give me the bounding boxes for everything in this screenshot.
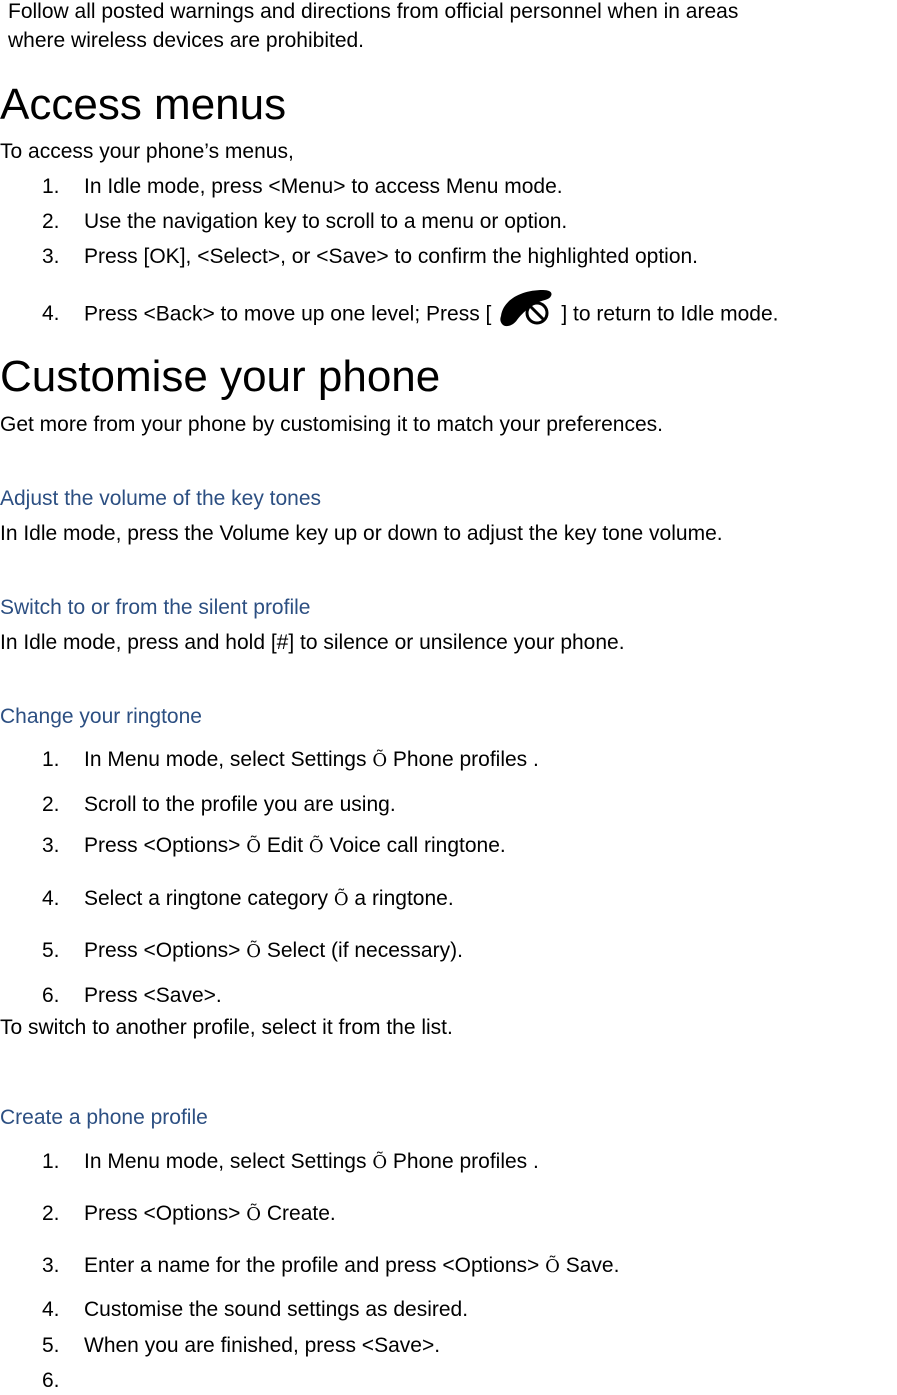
create-step-3-number: 3.: [42, 1254, 60, 1277]
volume-subheading: Adjust the volume of the key tones: [0, 487, 322, 510]
ringtone-step-4-text-a: Select a ringtone category: [84, 887, 334, 910]
ringtone-step-3-text-c: Voice call ringtone.: [323, 834, 506, 857]
arrow-icon: Õ: [308, 836, 324, 857]
arrow-icon: Õ: [246, 941, 262, 962]
access-step-2: Use the navigation key to scroll to a menu or option.: [84, 210, 568, 233]
ringtone-step-2: Scroll to the profile you are using.: [84, 793, 396, 816]
ringtone-step-4-text-b: a ringtone.: [348, 887, 454, 910]
create-step-3-text-a: Enter a name for the profile and press <Options>: [84, 1254, 546, 1277]
arrow-icon: Õ: [372, 1152, 388, 1173]
create-step-1-text-a: In Menu mode, select Settings: [84, 1150, 373, 1173]
ringtone-step-3-number: 3.: [42, 834, 60, 857]
create-step-4-number: 4.: [42, 1298, 60, 1321]
create-step-3: [84, 1252, 619, 1281]
create-profile-subheading: Create a phone profile: [0, 1106, 208, 1129]
create-step-2-text-a: Press <Options>: [84, 1202, 247, 1225]
create-step-3-text-b: Save.: [559, 1254, 620, 1277]
customise-intro: Get more from your phone by customising it to match your preferences.: [0, 413, 663, 436]
create-step-2-text-b: Create.: [261, 1202, 336, 1225]
arrow-icon: Õ: [246, 1204, 262, 1225]
create-step-2-number: 2.: [42, 1202, 60, 1225]
arrow-icon: Õ: [246, 836, 262, 857]
access-intro: To access your phone’s menus,: [0, 140, 294, 163]
arrow-icon: Õ: [545, 1256, 560, 1277]
ringtone-step-4: [84, 885, 454, 914]
ringtone-step-1-text-a: In Menu mode, select Settings: [84, 748, 373, 771]
ringtone-step-3: [84, 832, 506, 861]
create-step-6-number: 6.: [42, 1369, 60, 1392]
access-step-1: In Idle mode, press <Menu> to access Menu mode.: [84, 175, 563, 198]
create-step-2: [84, 1200, 336, 1229]
ringtone-step-6-number: 6.: [42, 984, 60, 1007]
access-menus-heading: Access menus: [0, 80, 287, 129]
access-step-4-pre: Press <Back> to move up one level; Press [: [84, 302, 492, 326]
arrow-icon: Õ: [372, 750, 388, 771]
ringtone-subheading: Change your ringtone: [0, 705, 202, 728]
create-step-5-number: 5.: [42, 1334, 60, 1357]
access-step-4: [84, 300, 779, 330]
arrow-icon: Õ: [333, 889, 349, 910]
customise-heading: Customise your phone: [0, 352, 441, 401]
warning-line-1: Follow all posted warnings and directions from official personnel when in areas: [8, 0, 739, 23]
ringtone-note: To switch to another profile, select it from the list.: [0, 1016, 453, 1039]
ringtone-step-4-number: 4.: [42, 887, 60, 910]
access-step-1-number: 1.: [42, 175, 60, 198]
silent-subheading: Switch to or from the silent profile: [0, 596, 311, 619]
ringtone-step-1: [84, 746, 539, 775]
ringtone-step-5-number: 5.: [42, 939, 60, 962]
volume-text: In Idle mode, press the Volume key up or down to adjust the key tone volume.: [0, 522, 723, 545]
ringtone-step-5: [84, 937, 463, 966]
access-step-3: Press [OK], <Select>, or <Save> to confirm the highlighted option.: [84, 245, 699, 268]
silent-text: In Idle mode, press and hold [#] to silence or unsilence your phone.: [0, 631, 625, 654]
access-step-4-number: 4.: [42, 302, 60, 325]
warning-line-2: where wireless devices are prohibited.: [8, 29, 365, 52]
create-step-5: When you are finished, press <Save>.: [84, 1334, 441, 1357]
ringtone-step-1-text-b: Phone profiles .: [387, 748, 539, 771]
access-step-2-number: 2.: [42, 210, 60, 233]
ringtone-step-5-text-b: Select (if necessary).: [261, 939, 463, 962]
end-call-key-icon: [493, 286, 559, 330]
ringtone-step-2-number: 2.: [42, 793, 60, 816]
ringtone-step-3-text-a: Press <Options>: [84, 834, 247, 857]
ringtone-step-6: Press <Save>.: [84, 984, 222, 1007]
create-step-1-text-b: Phone profiles .: [387, 1150, 539, 1173]
create-step-1: [84, 1148, 539, 1177]
ringtone-step-5-text-a: Press <Options>: [84, 939, 247, 962]
ringtone-step-3-text-b: Edit: [261, 834, 309, 857]
ringtone-step-1-number: 1.: [42, 748, 60, 771]
access-step-3-number: 3.: [42, 245, 60, 268]
create-step-4: Customise the sound settings as desired.: [84, 1298, 469, 1321]
create-step-1-number: 1.: [42, 1150, 60, 1173]
access-step-4-post: ] to return to Idle mode.: [561, 302, 779, 326]
